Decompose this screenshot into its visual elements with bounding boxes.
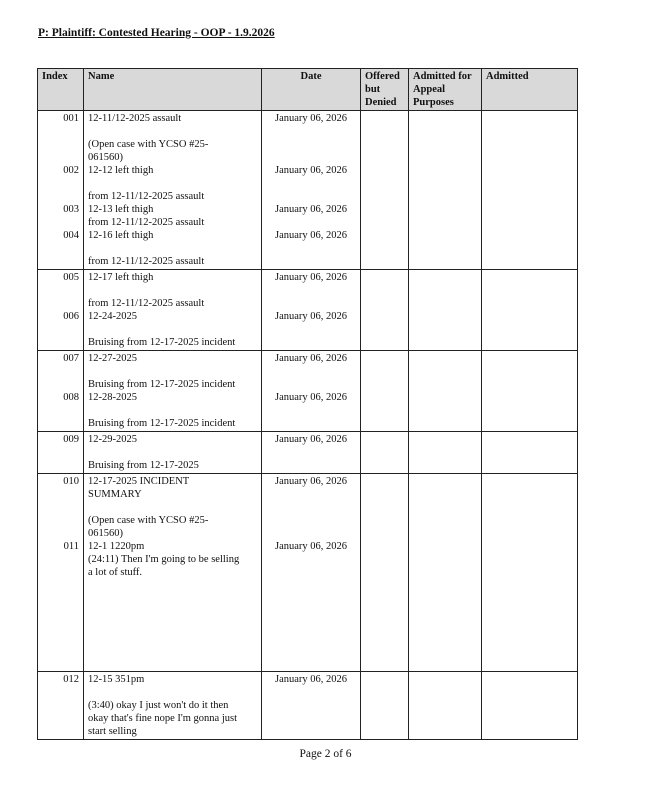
admitted-cell (482, 672, 578, 740)
exhibit-index: 006 (63, 311, 79, 322)
exhibit-name-line: (Open case with YCSO #25- (88, 139, 209, 150)
exhibit-index: 008 (63, 392, 79, 403)
exhibit-name-line: 061560) (88, 152, 123, 163)
exhibit-name-line: 12-1 1220pm (88, 541, 145, 552)
exhibit-index: 002 (63, 165, 79, 176)
header-admitted-for-appeal: Admitted for Appeal Purposes (409, 69, 482, 111)
exhibit-name-line: 12-12 left thigh (88, 165, 154, 176)
offered-but-denied-cell (361, 111, 409, 270)
index-cell (38, 672, 84, 740)
exhibit-date: January 06, 2026 (274, 541, 348, 552)
exhibit-index: 009 (63, 434, 79, 445)
header-date: Date (262, 69, 361, 111)
date-cell (262, 351, 361, 432)
exhibit-name-line: 12-29-2025 (88, 434, 137, 445)
exhibit-name-line: SUMMARY (88, 489, 142, 500)
admitted-for-appeal-cell (409, 672, 482, 740)
exhibit-table (37, 68, 578, 740)
table-row (38, 672, 578, 740)
name-cell (84, 672, 262, 740)
table-row (38, 270, 578, 351)
exhibit-name (88, 112, 257, 164)
exhibit-date: January 06, 2026 (274, 230, 348, 241)
admitted-cell (482, 351, 578, 432)
exhibit-index: 001 (63, 113, 79, 124)
exhibit-index: 011 (63, 541, 79, 552)
exhibit-name-line: 12-13 left thigh (88, 204, 154, 215)
admitted-for-appeal-cell (409, 432, 482, 474)
exhibit-name-line: 12-15 351pm (88, 674, 145, 685)
exhibit-name-line: 061560) (88, 528, 123, 539)
table-row (38, 432, 578, 474)
date-cell (262, 672, 361, 740)
offered-but-denied-cell (361, 351, 409, 432)
exhibit-name-line: Bruising from 12-17-2025 (88, 460, 199, 471)
document-title: P: Plaintiff: Contested Hearing - OOP - 1.9.2026 (38, 27, 275, 39)
exhibit-date: January 06, 2026 (274, 674, 348, 685)
table-header-row (38, 69, 578, 111)
exhibit-name (88, 229, 257, 268)
admitted-for-appeal-cell (409, 351, 482, 432)
exhibit-name (88, 475, 257, 540)
exhibit-date: January 06, 2026 (274, 165, 348, 176)
exhibit-name-line: Bruising from 12-17-2025 incident (88, 418, 236, 429)
exhibit-date: January 06, 2026 (274, 476, 348, 487)
index-cell (38, 474, 84, 672)
date-cell (262, 270, 361, 351)
name-cell (84, 111, 262, 270)
exhibit-index: 003 (63, 204, 79, 215)
index-cell (38, 111, 84, 270)
admitted-for-appeal-cell (409, 270, 482, 351)
exhibit-name-line: a lot of stuff. (88, 567, 143, 578)
exhibit-index: 012 (63, 674, 79, 685)
exhibit-name-line: start selling (88, 726, 137, 737)
exhibit-index: 004 (63, 230, 79, 241)
exhibit-name-line: 12-17-2025 INCIDENT (88, 476, 190, 487)
name-cell (84, 270, 262, 351)
exhibit-name-line: from 12-11/12-2025 assault (88, 217, 205, 228)
exhibit-index: 010 (63, 476, 79, 487)
exhibit-name-line: 12-16 left thigh (88, 230, 154, 241)
exhibit-date: January 06, 2026 (274, 113, 348, 124)
admitted-cell (482, 474, 578, 672)
exhibit-name-line: Bruising from 12-17-2025 incident (88, 379, 236, 390)
exhibit-name (88, 310, 257, 349)
exhibit-name-line: 12-27-2025 (88, 353, 137, 364)
table-row (38, 351, 578, 432)
exhibit-date: January 06, 2026 (274, 434, 348, 445)
exhibit-date: January 06, 2026 (274, 311, 348, 322)
exhibit-name-line: (3:40) okay I just won't do it then (88, 700, 229, 711)
date-cell (262, 432, 361, 474)
header-admitted: Admitted (482, 69, 578, 111)
exhibit-index: 007 (63, 353, 79, 364)
header-index: Index (38, 69, 84, 111)
page-number: Page 2 of 6 (299, 748, 352, 760)
exhibit-date: January 06, 2026 (274, 392, 348, 403)
exhibit-name (88, 391, 257, 430)
exhibit-name-line: from 12-11/12-2025 assault (88, 256, 205, 267)
exhibit-name (88, 352, 257, 391)
exhibit-name (88, 271, 257, 310)
offered-but-denied-cell (361, 672, 409, 740)
admitted-for-appeal-cell (409, 474, 482, 672)
header-offered-but-denied: Offered but Denied (361, 69, 409, 111)
date-cell (262, 474, 361, 672)
exhibit-name (88, 433, 257, 472)
name-cell (84, 432, 262, 474)
table-row (38, 474, 578, 672)
name-cell (84, 474, 262, 672)
exhibit-date: January 06, 2026 (274, 204, 348, 215)
exhibit-name-line: from 12-11/12-2025 assault (88, 298, 205, 309)
admitted-cell (482, 270, 578, 351)
date-cell (262, 111, 361, 270)
exhibit-name (88, 673, 257, 738)
offered-but-denied-cell (361, 474, 409, 672)
exhibit-index: 005 (63, 272, 79, 283)
header-name: Name (84, 69, 262, 111)
table-row (38, 111, 578, 270)
exhibit-name-line: (24:11) Then I'm going to be selling (88, 554, 240, 565)
admitted-cell (482, 432, 578, 474)
exhibit-name-line: 12-17 left thigh (88, 272, 154, 283)
admitted-cell (482, 111, 578, 270)
name-cell (84, 351, 262, 432)
offered-but-denied-cell (361, 432, 409, 474)
exhibit-name-line: 12-11/12-2025 assault (88, 113, 182, 124)
exhibit-name-line: 12-28-2025 (88, 392, 137, 403)
admitted-for-appeal-cell (409, 111, 482, 270)
exhibit-name (88, 540, 257, 670)
exhibit-name-line: okay that's fine nope I'm gonna just (88, 713, 238, 724)
index-cell (38, 351, 84, 432)
exhibit-name-line: 12-24-2025 (88, 311, 137, 322)
exhibit-date: January 06, 2026 (274, 353, 348, 364)
exhibit-name (88, 164, 257, 203)
index-cell (38, 432, 84, 474)
exhibit-date: January 06, 2026 (274, 272, 348, 283)
exhibit-name-line: Bruising from 12-17-2025 incident (88, 337, 236, 348)
index-cell (38, 270, 84, 351)
exhibit-name (88, 203, 257, 229)
exhibit-name-line: from 12-11/12-2025 assault (88, 191, 205, 202)
exhibit-name-line: (Open case with YCSO #25- (88, 515, 209, 526)
offered-but-denied-cell (361, 270, 409, 351)
